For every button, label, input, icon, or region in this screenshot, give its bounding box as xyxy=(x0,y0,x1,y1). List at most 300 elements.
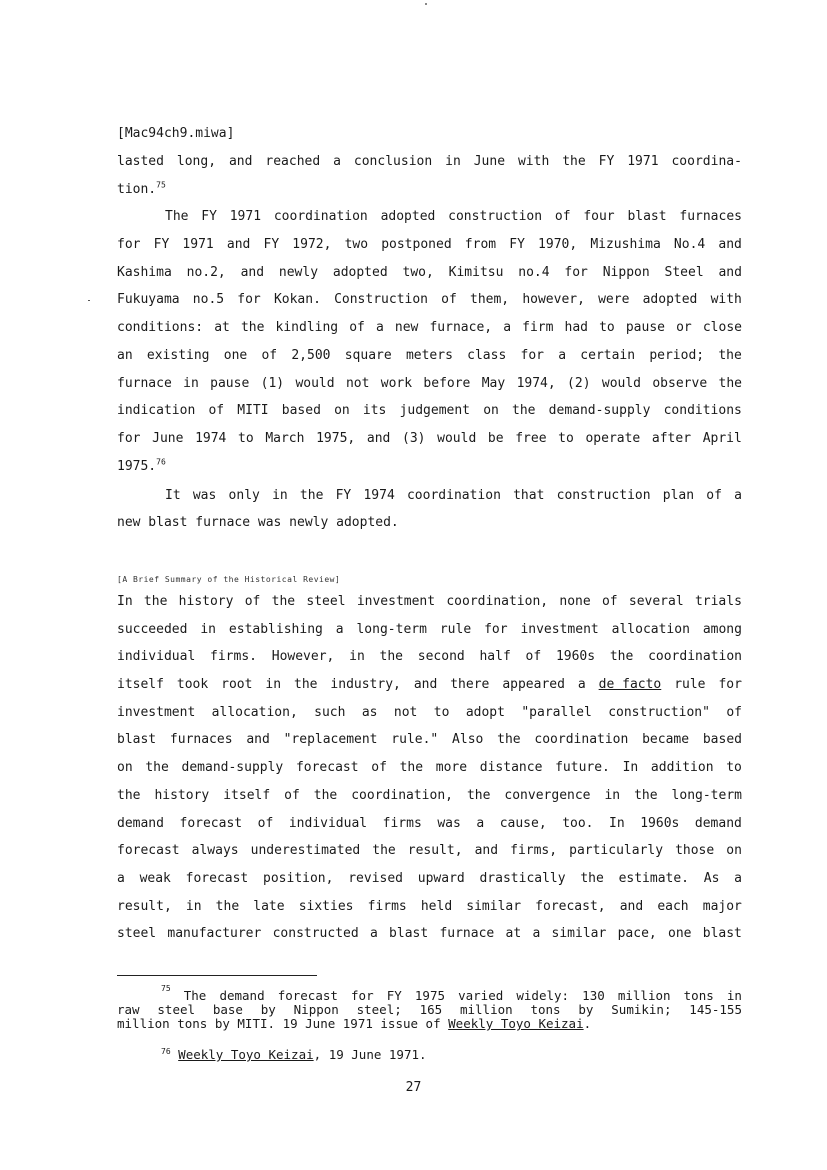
word: a xyxy=(577,677,586,693)
text-line xyxy=(117,176,742,204)
word: individual xyxy=(117,649,196,665)
word: the xyxy=(580,870,604,886)
publication-title: Weekly Toyo Keizai xyxy=(178,1047,314,1062)
word: for xyxy=(117,430,141,446)
word: for xyxy=(564,264,588,280)
word: No.4 xyxy=(673,237,706,253)
word: the xyxy=(117,787,141,803)
text-line xyxy=(117,588,742,616)
word: (1) xyxy=(260,375,285,391)
word: June xyxy=(473,154,506,169)
word: the xyxy=(143,594,168,609)
word: two, xyxy=(402,264,434,280)
word: June xyxy=(152,430,184,446)
word: steel xyxy=(306,594,346,609)
text-line xyxy=(117,837,742,865)
text-line xyxy=(117,509,742,537)
word: certain xyxy=(580,347,636,363)
word: conditions: xyxy=(117,320,204,336)
word: steel; xyxy=(356,1002,402,1017)
word: in xyxy=(265,677,282,693)
footnote-75 xyxy=(117,984,742,1031)
word: investment xyxy=(520,621,599,637)
word: FY xyxy=(201,209,217,225)
footnote-line xyxy=(117,1017,742,1031)
word: meters xyxy=(405,347,453,363)
paragraph-continued xyxy=(117,148,742,203)
word: furnaces xyxy=(169,732,233,748)
word: the xyxy=(718,347,742,363)
word: coordination xyxy=(534,732,629,748)
word: furnace xyxy=(439,926,495,942)
text-line xyxy=(117,754,742,782)
word: and xyxy=(413,677,438,693)
word: newly xyxy=(278,264,319,280)
word: Nippon xyxy=(602,264,650,280)
text-fragment: tion. xyxy=(117,181,157,197)
text-fragment: 1975. xyxy=(117,458,157,474)
word: half xyxy=(479,649,511,665)
word: In xyxy=(609,815,625,831)
word: work xyxy=(380,375,413,391)
word: of xyxy=(601,594,618,609)
word: and xyxy=(240,264,265,280)
text-line xyxy=(117,342,742,370)
word: a xyxy=(503,320,512,336)
word: establishing xyxy=(228,621,323,637)
word: late xyxy=(253,898,285,914)
word: as xyxy=(361,704,378,720)
text-line xyxy=(117,643,742,671)
word: and xyxy=(246,732,270,748)
word: one xyxy=(223,347,248,363)
word: long-term xyxy=(671,787,742,803)
footnote-ref: 75 xyxy=(156,180,166,190)
word: 130 xyxy=(582,988,605,1003)
word: 1971 xyxy=(182,237,214,253)
word: blast xyxy=(702,926,742,942)
text-line xyxy=(117,865,742,893)
word: only xyxy=(228,487,260,503)
word: new xyxy=(394,320,419,336)
text-line xyxy=(117,314,742,342)
word: by xyxy=(578,1002,594,1017)
word: May xyxy=(481,375,506,391)
word: However, xyxy=(271,649,335,665)
word: on xyxy=(334,403,350,419)
word: forecast, xyxy=(535,898,606,914)
word: In xyxy=(117,594,133,609)
word: for xyxy=(484,621,508,637)
word: those xyxy=(675,843,715,859)
word: the xyxy=(718,375,742,391)
word: the xyxy=(609,649,634,665)
word: Kimitsu xyxy=(448,264,504,280)
word: to xyxy=(599,320,615,336)
word: rule xyxy=(674,677,706,693)
text-line xyxy=(117,203,742,231)
word: and xyxy=(718,264,742,280)
word: FY xyxy=(386,988,402,1003)
word: adopted xyxy=(380,209,436,225)
word: manufacturer xyxy=(167,926,262,942)
word: indication xyxy=(117,403,196,419)
word: existing xyxy=(146,347,210,363)
word: coordination xyxy=(406,487,501,503)
word: too. xyxy=(562,815,594,831)
paragraph-lines xyxy=(117,203,742,452)
word: revised xyxy=(348,870,404,886)
word: in xyxy=(272,487,288,503)
text-fragment: million tons by MITI. 19 June 1971 issue of xyxy=(117,1016,441,1031)
word: and xyxy=(474,843,499,859)
word: conditions xyxy=(663,403,742,419)
word: forecast xyxy=(277,988,338,1003)
text-line xyxy=(117,259,742,287)
word: 1974, xyxy=(516,375,556,391)
word: base xyxy=(212,1002,243,1017)
word: coordination xyxy=(273,209,368,225)
word: 2,500 xyxy=(291,347,331,363)
word: postponed xyxy=(381,237,452,253)
word: judgement xyxy=(399,403,471,419)
word: to xyxy=(433,704,450,720)
word: steel xyxy=(157,1002,196,1017)
word: its xyxy=(362,403,387,419)
word: demand xyxy=(117,815,164,831)
word: construction xyxy=(448,209,543,225)
word: demand xyxy=(219,988,265,1003)
word: coordination, xyxy=(351,787,453,803)
word: adopted xyxy=(332,264,388,280)
word: (3) xyxy=(402,430,426,446)
word: 145-155 xyxy=(689,1002,742,1017)
word: second xyxy=(417,649,465,665)
word: pace, xyxy=(617,926,657,942)
word: the xyxy=(215,898,240,914)
word: reached xyxy=(265,154,321,169)
paragraph-lines xyxy=(117,699,742,948)
word: plan xyxy=(662,487,695,503)
word: such xyxy=(314,704,346,720)
word: a xyxy=(558,347,567,363)
word: of xyxy=(244,594,261,609)
word: more xyxy=(435,760,468,776)
word: 1970, xyxy=(538,237,578,253)
word: pause xyxy=(625,320,665,336)
word: furnaces xyxy=(679,209,742,225)
word: firms xyxy=(382,815,422,831)
word: coordina- xyxy=(671,154,742,169)
text-line xyxy=(117,286,742,314)
word: FY xyxy=(335,487,352,503)
word: history xyxy=(178,594,234,609)
footnote-ref: 76 xyxy=(156,457,166,467)
word: operate xyxy=(585,430,641,446)
word: of xyxy=(525,649,542,665)
word: 1974 xyxy=(363,487,395,503)
word: class xyxy=(467,347,507,363)
word: firms, xyxy=(510,843,558,859)
word: trials xyxy=(694,594,742,609)
file-identifier: [Mac94ch9.miwa] xyxy=(117,126,235,141)
word: Also xyxy=(452,732,484,748)
word: the xyxy=(294,677,318,693)
text-fragment: , 19 June 1971. xyxy=(313,1047,427,1062)
word: of xyxy=(349,320,365,336)
word: pause xyxy=(210,375,250,391)
word: had xyxy=(564,320,589,336)
word: of xyxy=(706,487,722,503)
word: FY xyxy=(598,154,615,169)
word: and xyxy=(366,430,391,446)
text-line xyxy=(117,616,742,644)
word: square xyxy=(344,347,392,363)
word: a xyxy=(476,815,485,831)
word: Nippon xyxy=(293,1002,339,1017)
word: major xyxy=(702,898,742,914)
word: itself xyxy=(117,677,164,693)
word: the xyxy=(145,760,169,776)
word: The xyxy=(183,988,207,1003)
word: 1972, xyxy=(292,237,332,253)
word: weak xyxy=(139,870,171,886)
paragraph-fy1971 xyxy=(117,203,742,480)
word: of xyxy=(261,347,278,363)
word: a xyxy=(117,870,125,886)
text-fragment: . xyxy=(583,1016,592,1031)
word: 1975, xyxy=(316,430,356,446)
footnote-number: 76 xyxy=(161,1046,171,1056)
word: not xyxy=(345,375,370,391)
word: tons xyxy=(530,1002,561,1017)
word: in xyxy=(349,649,365,665)
word: investment xyxy=(117,704,196,720)
word: of xyxy=(554,209,571,225)
word: firms xyxy=(367,898,407,914)
text-fragment: new blast furnace was newly adopted. xyxy=(117,515,399,531)
word: one xyxy=(668,926,692,942)
word: blast xyxy=(117,732,157,748)
word: furnace xyxy=(117,375,172,391)
word: based xyxy=(281,403,321,419)
word: on xyxy=(117,760,133,776)
word: of xyxy=(257,815,274,831)
word: addition xyxy=(650,760,714,776)
word: construction" xyxy=(608,704,710,720)
word: no.4 xyxy=(518,264,550,280)
word: Kashima xyxy=(117,264,172,280)
scan-mark xyxy=(88,300,90,301)
word: a xyxy=(734,870,742,886)
word: investment xyxy=(356,594,436,609)
word: were xyxy=(598,292,630,308)
word: for xyxy=(237,292,261,308)
word: four xyxy=(583,209,615,225)
paragraph-summary xyxy=(117,588,742,948)
word: Mizushima xyxy=(590,237,661,253)
emphasized-term: de facto xyxy=(598,677,662,693)
word: and xyxy=(228,154,253,169)
word: the xyxy=(313,787,338,803)
word: sixties xyxy=(298,898,354,914)
word: allocation, xyxy=(211,704,298,720)
word: in xyxy=(185,898,202,914)
word: construction xyxy=(556,487,651,503)
word: future. xyxy=(555,760,610,776)
word: a xyxy=(532,926,541,942)
word: in xyxy=(726,988,742,1003)
word: to xyxy=(726,760,742,776)
word: 1971 xyxy=(627,154,659,169)
word: varied xyxy=(458,988,504,1003)
word: blast xyxy=(627,209,667,225)
word: there xyxy=(450,677,490,693)
word: observe xyxy=(652,375,708,391)
word: period; xyxy=(649,347,705,363)
word: estimate. xyxy=(618,870,690,886)
word: forecast xyxy=(179,815,243,831)
word: after xyxy=(651,430,692,446)
word: 165 xyxy=(419,1002,443,1017)
text-line xyxy=(117,726,742,754)
word: succeeded xyxy=(117,621,188,637)
word: the xyxy=(512,403,536,419)
word: was xyxy=(192,487,217,503)
word: drastically xyxy=(479,870,566,886)
text-line xyxy=(117,782,742,810)
word: underestimated xyxy=(250,843,361,859)
word: It xyxy=(165,487,181,503)
word: convergence xyxy=(504,787,591,803)
word: 1960s xyxy=(555,649,596,665)
word: result, xyxy=(407,843,463,859)
word: the xyxy=(379,649,404,665)
footnote-line xyxy=(117,1048,742,1062)
word: of xyxy=(441,292,457,308)
word: history xyxy=(154,787,210,803)
word: and xyxy=(619,898,644,914)
word: million xyxy=(617,988,671,1003)
word: long-term xyxy=(356,621,427,637)
word: raw xyxy=(117,1002,140,1017)
word: Kokan. xyxy=(273,292,321,308)
word: widely: xyxy=(516,988,570,1003)
word: rule." xyxy=(391,732,439,748)
word: the xyxy=(399,760,424,776)
word: constructed xyxy=(272,926,359,942)
word: to xyxy=(558,430,574,446)
word: April xyxy=(702,430,742,446)
footnote-line xyxy=(117,984,742,1003)
word: appeared xyxy=(502,677,565,693)
word: root xyxy=(221,677,253,693)
paragraph-lines xyxy=(117,588,742,671)
word: of xyxy=(284,787,300,803)
word: furnace, xyxy=(429,320,493,336)
word: Fukuyama xyxy=(117,292,180,308)
word: adopt xyxy=(465,704,505,720)
footnote-line xyxy=(117,1003,742,1017)
section-heading: [A Brief Summary of the Historical Review] xyxy=(117,575,341,584)
word: before xyxy=(423,375,471,391)
text-line xyxy=(117,482,742,510)
word: in xyxy=(200,621,217,637)
word: took xyxy=(176,677,209,693)
word: would xyxy=(295,375,335,391)
page-number: 27 xyxy=(405,1080,422,1095)
word: similar xyxy=(551,926,607,942)
word: Steel xyxy=(664,264,704,280)
word: long, xyxy=(176,154,217,169)
word: for xyxy=(520,347,544,363)
word: and xyxy=(226,237,251,253)
word: free xyxy=(515,430,547,446)
word: at xyxy=(505,926,522,942)
word: coordination xyxy=(648,649,742,665)
publication-title: Weekly Toyo Keizai xyxy=(448,1016,584,1031)
word: in xyxy=(445,154,461,169)
word: that xyxy=(513,487,545,503)
footnote-separator xyxy=(117,975,317,976)
word: with xyxy=(710,292,742,308)
word: would xyxy=(437,430,477,446)
word: the xyxy=(497,732,521,748)
word: firms. xyxy=(210,649,257,665)
word: for xyxy=(117,237,141,253)
word: a xyxy=(734,487,742,503)
text-line xyxy=(117,425,742,453)
word: close xyxy=(702,320,742,336)
word: FY xyxy=(509,237,525,253)
paragraph-fy1974 xyxy=(117,482,742,537)
word: upward xyxy=(417,870,465,886)
word: allocation xyxy=(611,621,690,637)
word: two xyxy=(344,237,369,253)
word: by xyxy=(260,1002,276,1017)
word: on xyxy=(726,843,742,859)
word: kindling xyxy=(275,320,339,336)
text-line xyxy=(117,231,742,259)
text-line xyxy=(117,148,742,176)
word: conclusion xyxy=(353,154,433,169)
text-line xyxy=(117,370,742,398)
word: among xyxy=(702,621,742,637)
word: several xyxy=(628,594,684,609)
word: the xyxy=(271,594,296,609)
footnote-number: 75 xyxy=(161,984,171,993)
text-line xyxy=(117,671,742,699)
word: them, xyxy=(470,292,510,308)
word: of xyxy=(726,704,742,720)
word: the xyxy=(299,487,324,503)
word: "replacement xyxy=(283,732,378,748)
word: itself xyxy=(223,787,271,803)
word: The xyxy=(165,209,189,225)
footnote-76 xyxy=(117,1048,742,1062)
word: always xyxy=(191,843,239,859)
word: the xyxy=(562,154,586,169)
word: or xyxy=(676,320,692,336)
word: no.5 xyxy=(192,292,225,308)
word: not xyxy=(393,704,418,720)
word: particularly xyxy=(569,843,664,859)
word: Construction xyxy=(334,292,428,308)
word: FY xyxy=(263,237,280,253)
word: at xyxy=(214,320,230,336)
word: industry, xyxy=(330,677,401,693)
word: result, xyxy=(117,898,172,914)
